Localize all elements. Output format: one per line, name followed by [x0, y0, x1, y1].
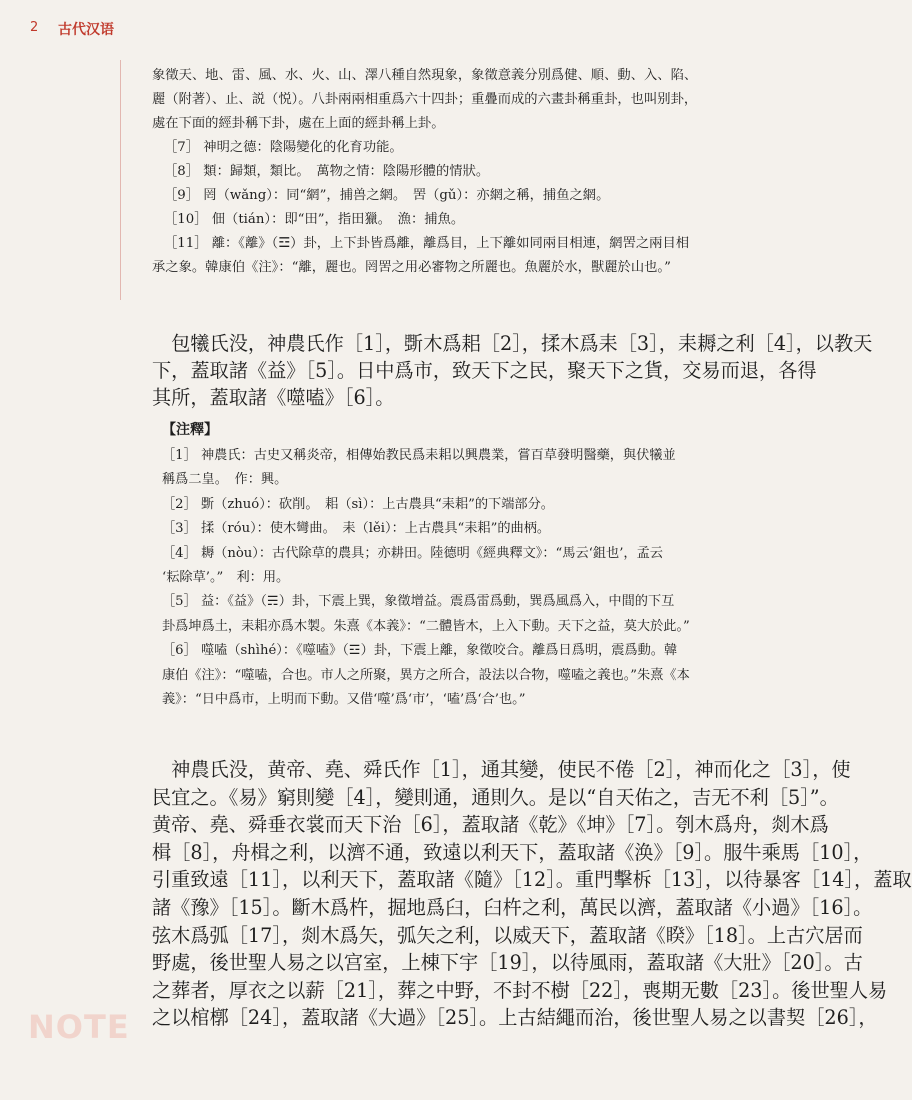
main-line: 黄帝、堯、舜垂衣裳而天下治［6］，蓋取諸《乾》《坤》［7］。刳木爲舟，剡木爲	[152, 813, 829, 837]
main-line: 弦木爲弧［17］，剡木爲矢，弧矢之利，以威天下，蓋取諸《睽》［18］。上古穴居而	[152, 923, 863, 947]
comment-line: 卦爲坤爲土，耒耜亦爲木製。朱熹《本義》：“二體皆木，上入下動。天下之益，莫大於此。”	[162, 618, 690, 634]
comment-line: ［4］ 耨（nòu）：古代除草的農具；亦耕田。陸德明《經典釋文》：“馬云‘鉏也’，孟云	[162, 545, 663, 561]
comment-line: 義》：“日中爲市，上明而下動。又借‘噬’爲‘市’，‘嗑’爲‘合’也。”	[162, 691, 526, 707]
main-line: 之葬者，厚衣之以薪［21］，葬之中野，不封不樹［22］，喪期无數［23］。後世聖人易	[152, 978, 888, 1002]
main-line: 諸《豫》［15］。斷木爲杵，掘地爲臼，臼杵之利，萬民以濟，蓋取諸《小過》［16］。	[152, 895, 873, 919]
book-title: 古代汉语	[58, 22, 114, 38]
note-item: ［11］ 離：《離》（☲）卦，上下卦皆爲離，離爲目，上下離如同兩目相連，網罟之兩目相	[164, 236, 690, 251]
comment-line: ［5］ 益：《益》（☴）卦，下震上巽，象徵增益。震爲雷爲動，巽爲風爲入，中間的下互	[162, 594, 675, 610]
note-item: ［8］ 類：歸類，類比。 萬物之情：陰陽形體的情狀。	[164, 164, 490, 179]
main-line: 民宜之。《易》窮則變［4］，變則通，通則久。是以“自天佑之，吉无不利［5］”。	[152, 785, 839, 809]
main-line: 楫［8］，舟楫之利，以濟不通，致遠以利天下，蓋取諸《涣》［9］。服牛乘馬［10］，	[152, 840, 873, 864]
main-line: 之以棺槨［24］，蓋取諸《大過》［25］。上古結繩而治，後世聖人易之以書契［26］，	[152, 1006, 878, 1030]
note-margin-label: NOTE	[28, 1008, 130, 1046]
main-text-2	[152, 756, 912, 1032]
main-line: 其所，蓋取諸《噬嗑》［6］。	[152, 386, 395, 409]
note-line: 處在下面的經卦稱下卦，處在上面的經卦稱上卦。	[152, 116, 445, 131]
comment-line: ‘耘除草’。” 利：用。	[162, 569, 290, 585]
note-item: ［10］ 佃（tián）：即“田”，指田獵。 漁：捕魚。	[164, 212, 465, 227]
note-line: 承之象。韓康伯《注》：“離，麗也。罔罟之用必審物之所麗也。魚麗於水，獸麗於山也。”	[152, 260, 671, 275]
comment-line: ［3］ 揉（róu）：使木彎曲。 耒（lěi）：上古農具“耒耜”的曲柄。	[162, 521, 551, 537]
main-line: 野處，後世聖人易之以宫室，上棟下宇［19］，以待風雨，蓋取諸《大壯》［20］。古	[152, 951, 863, 975]
note-item: ［7］ 神明之德：陰陽變化的化育功能。	[164, 140, 403, 155]
note-line: 麗（附著）、止、説（悦）。八卦兩兩相重爲六十四卦；重疊而成的六畫卦稱重卦，也叫别卦，	[152, 92, 698, 107]
commentary	[162, 418, 750, 712]
commentary-heading: 【注釋】	[162, 422, 218, 438]
comment-line: 康伯《注》：“噬嗑，合也。市人之所聚，異方之所合，設法以合物，噬嗑之義也。”朱熹《本	[162, 667, 690, 683]
main-text-1	[152, 330, 873, 411]
note-item: ［9］ 罔（wǎng）：同“網”，捕兽之網。 罟（gǔ）：亦網之稱，捕鱼之網。	[164, 188, 610, 203]
margin-rule	[120, 60, 121, 300]
page-number: 2	[30, 20, 39, 35]
note-line: 象徵天、地、雷、風、水、火、山、澤八種自然現象，象徵意義分別爲健、順、動、入、陷、	[152, 68, 698, 83]
main-line: 包犧氏没，神農氏作［1］，斲木爲耜［2］，揉木爲耒［3］，耒耨之利［4］，以教天	[152, 332, 873, 355]
main-line: 神農氏没，黄帝、堯、舜氏作［1］，通其變，使民不倦［2］，神而化之［3］，使	[152, 758, 851, 781]
main-line: 引重致遠［11］，以利天下，蓋取諸《隨》［12］。重門擊柝［13］，以待暴客［14］，蓋取	[152, 868, 912, 892]
comment-line: ［1］ 神農氏：古史又稱炎帝，相傳始教民爲耒耜以興農業，嘗百草發明醫藥，與伏犧並	[162, 448, 676, 463]
comment-line: ［6］ 噬嗑（shìhé）：《噬嗑》（☲）卦，下震上離，象徵咬合。離爲日爲明，震爲動。韓	[162, 643, 678, 659]
comment-line: 稱爲二皇。 作：興。	[162, 472, 288, 488]
main-line: 下，蓋取諸《益》［5］。日中爲市，致天下之民，聚天下之貨，交易而退，各得	[152, 359, 817, 382]
notes-top	[152, 64, 750, 280]
comment-line: ［2］ 斲（zhuó）：砍削。 耜（sì）：上古農具“耒耜”的下端部分。	[162, 496, 554, 512]
